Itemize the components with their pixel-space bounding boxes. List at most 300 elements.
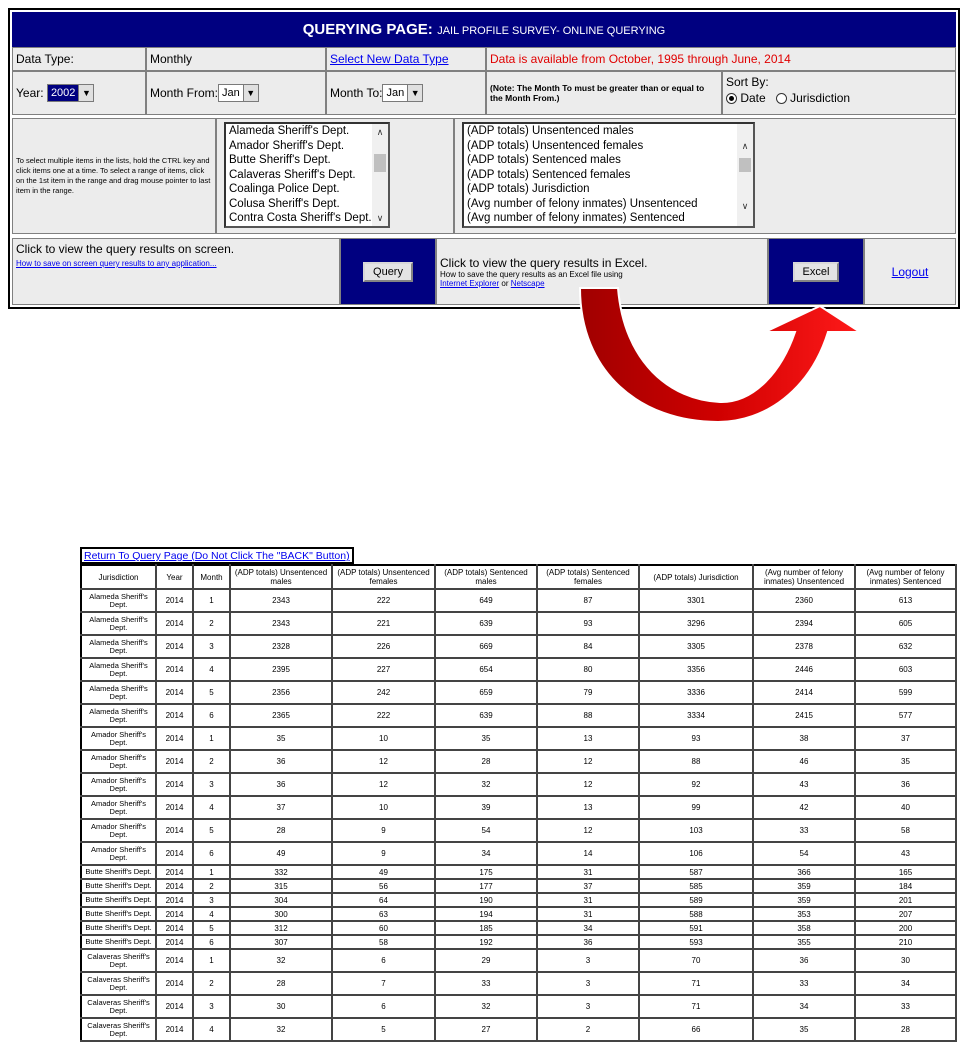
table-cell: 37 [230,796,332,819]
table-cell: 3305 [639,635,753,658]
table-row [81,635,956,658]
multi-select-instructions: To select multiple items in the lists, hold the CTRL key and click items one at a time. To select a range of items, click on the 1st item in the range and drag mouse pointer to last item in the range. [16,156,211,195]
query-form [8,8,960,309]
table-cell: 31 [537,865,639,879]
table-cell: Alameda Sheriff's Dept. [81,612,156,635]
table-cell: 226 [332,635,435,658]
logout-link[interactable]: Logout [891,264,929,279]
table-cell: 2378 [753,635,855,658]
data-type-value: Monthly [150,52,193,66]
month-from-cell [146,71,326,115]
table-cell: Alameda Sheriff's Dept. [81,658,156,681]
table-cell: 639 [435,704,537,727]
table-cell: 3 [193,773,230,796]
year-select[interactable] [47,84,94,102]
table-cell: 315 [230,879,332,893]
table-cell: 2014 [156,893,193,907]
table-cell: 192 [435,935,537,949]
table-cell: 10 [332,727,435,750]
list-item[interactable]: Colusa Sheriff's Dept. [229,197,340,210]
table-cell: 353 [753,907,855,921]
table-cell: 632 [855,635,956,658]
table-cell: 2014 [156,819,193,842]
table-cell: 300 [230,907,332,921]
table-cell: 194 [435,907,537,921]
chevron-up-icon[interactable]: ∧ [376,126,384,137]
table-cell: 2014 [156,612,193,635]
table-cell: Calaveras Sheriff's Dept. [81,995,156,1018]
data-type-label-cell [12,47,146,71]
table-cell: 37 [855,727,956,750]
return-link-box [80,547,354,564]
table-cell: 32 [435,773,537,796]
table-row [81,972,956,995]
list-item[interactable]: (ADP totals) Jurisdiction [467,183,590,195]
table-cell: 2014 [156,1018,193,1041]
table-cell: 93 [639,727,753,750]
table-cell: 2394 [753,612,855,635]
table-cell: 2415 [753,704,855,727]
column-header: (ADP totals) Unsentenced males [230,565,332,589]
table-cell: 2365 [230,704,332,727]
table-cell: 222 [332,704,435,727]
table-cell: 35 [435,727,537,750]
table-cell: 3 [193,893,230,907]
chevron-up-icon[interactable]: ∧ [741,140,749,151]
table-row [81,658,956,681]
table-cell: 28 [230,819,332,842]
table-row [81,796,956,819]
page-subtitle: JAIL PROFILE SURVEY- ONLINE QUERYING [437,25,666,37]
table-cell: 36 [230,773,332,796]
list-item[interactable]: Alameda Sheriff's Dept. [229,125,350,137]
table-cell: 577 [855,704,956,727]
table-row [81,842,956,865]
curved-arrow-annotation [560,282,880,432]
table-cell: 2 [193,879,230,893]
year-cell [12,71,146,115]
table-cell: 639 [435,612,537,635]
query-button-cell [340,238,436,305]
table-cell: 36 [230,750,332,773]
table-cell: 190 [435,893,537,907]
list-item[interactable]: Calaveras Sheriff's Dept. [229,168,356,181]
year-select-value: 2002 [48,85,78,101]
table-cell: 221 [332,612,435,635]
table-cell: 34 [855,972,956,995]
table-cell: 3 [193,995,230,1018]
table-cell: 9 [332,842,435,865]
list-item[interactable]: (ADP totals) Unsentenced males [467,125,634,137]
data-type-label: Data Type: [16,52,74,66]
netscape-link[interactable]: Netscape [510,279,545,288]
table-row [81,921,956,935]
table-cell: 4 [193,658,230,681]
list-item[interactable]: (Avg number of felony inmates) Sentenced [467,212,685,224]
table-cell: 359 [753,879,855,893]
jurisdiction-list-cell [216,118,454,234]
list-item[interactable]: (Avg number of felony inmates) Unsentenced [467,197,698,210]
table-cell: 54 [753,842,855,865]
table-cell: 34 [753,995,855,1018]
table-cell: 201 [855,893,956,907]
table-cell: 35 [753,1018,855,1041]
column-header: Jurisdiction [81,565,156,589]
table-cell: 12 [537,773,639,796]
table-cell: 99 [639,796,753,819]
table-cell: 12 [537,819,639,842]
table-cell: 2414 [753,681,855,704]
table-cell: 38 [753,727,855,750]
scrollbar-thumb[interactable] [374,154,386,172]
list-item[interactable]: Amador Sheriff's Dept. [229,139,345,152]
table-cell: 3356 [639,658,753,681]
month-from-label: Month From: [150,86,219,100]
select-data-type-cell [326,47,486,71]
list-item[interactable]: (ADP totals) Sentenced females [467,168,631,181]
table-cell: Alameda Sheriff's Dept. [81,704,156,727]
table-cell: 210 [855,935,956,949]
table-cell: 2014 [156,658,193,681]
table-cell: 60 [332,921,435,935]
table-cell: 227 [332,658,435,681]
table-cell: 6 [193,935,230,949]
list-item[interactable]: Contra Costa Sheriff's Dept. [229,212,372,224]
table-cell: 3296 [639,612,753,635]
data-type-value-cell [146,47,326,71]
table-cell: 36 [537,935,639,949]
table-cell: 165 [855,865,956,879]
table-cell: 34 [537,921,639,935]
table-cell: 33 [435,972,537,995]
table-header-row [81,565,956,589]
page-title-bar [12,12,956,48]
table-cell: 2014 [156,681,193,704]
table-cell: 175 [435,865,537,879]
jurisdiction-scrollbar[interactable] [372,124,388,226]
query-button[interactable]: Query [363,262,413,282]
sort-jurisdiction-label: Jurisdiction [790,91,851,105]
table-cell: 35 [230,727,332,750]
instructions-cell [12,118,216,234]
table-cell: 359 [753,893,855,907]
table-row [81,995,956,1018]
table-cell: 659 [435,681,537,704]
table-cell: 12 [537,750,639,773]
table-cell: 2360 [753,589,855,612]
year-label: Year: [16,86,44,100]
list-item[interactable]: (ADP totals) Sentenced males [467,154,621,166]
internet-explorer-link[interactable]: Internet Explorer [440,279,500,288]
table-cell: 2328 [230,635,332,658]
table-cell: 4 [193,907,230,921]
table-cell: 242 [332,681,435,704]
or-text: or [501,279,509,288]
table-cell: 2446 [753,658,855,681]
excel-button[interactable]: Excel [793,262,840,282]
table-cell: 1 [193,589,230,612]
table-cell: 2 [537,1018,639,1041]
table-cell: 2014 [156,796,193,819]
table-cell: 2014 [156,750,193,773]
table-cell: 585 [639,879,753,893]
table-cell: 34 [435,842,537,865]
table-cell: 103 [639,819,753,842]
table-cell: Butte Sheriff's Dept. [81,935,156,949]
table-cell: 39 [435,796,537,819]
table-cell: 43 [753,773,855,796]
table-cell: 5 [332,1018,435,1041]
list-item[interactable]: (ADP totals) Unsentenced females [467,139,644,152]
table-cell: 2014 [156,842,193,865]
table-cell: 30 [855,949,956,972]
table-cell: 6 [193,704,230,727]
return-to-query-link[interactable]: Return To Query Page (Do Not Click The "BACK" Button) [84,550,350,562]
table-cell: 84 [537,635,639,658]
table-cell: 184 [855,879,956,893]
table-cell: 13 [537,727,639,750]
table-cell: 2014 [156,589,193,612]
table-cell: 2014 [156,635,193,658]
availability-text: Data is available from October, 1995 through June, 2014 [490,52,791,66]
measure-listbox[interactable] [462,122,755,228]
table-cell: 37 [537,879,639,893]
list-item[interactable]: Coalinga Police Dept. [229,183,340,195]
table-cell: Amador Sheriff's Dept. [81,796,156,819]
table-row [81,681,956,704]
table-cell: Amador Sheriff's Dept. [81,750,156,773]
table-cell: 591 [639,921,753,935]
list-item[interactable]: Butte Sheriff's Dept. [229,154,331,166]
table-row [81,727,956,750]
table-cell: 2014 [156,704,193,727]
table-cell: 42 [753,796,855,819]
table-cell: Calaveras Sheriff's Dept. [81,1018,156,1041]
table-cell: 2014 [156,921,193,935]
table-cell: 2395 [230,658,332,681]
table-cell: 1 [193,727,230,750]
arrow-shape [580,288,860,422]
chevron-down-icon: ▼ [407,85,422,101]
table-cell: 27 [435,1018,537,1041]
table-cell: Butte Sheriff's Dept. [81,865,156,879]
table-cell: 32 [435,995,537,1018]
sort-by-label: Sort By: [726,75,769,89]
table-cell: Butte Sheriff's Dept. [81,893,156,907]
table-row [81,704,956,727]
table-cell: 2014 [156,879,193,893]
table-cell: 33 [753,819,855,842]
table-cell: 93 [537,612,639,635]
chevron-down-icon[interactable]: ∨ [376,212,384,223]
month-to-select-value: Jan [386,87,405,99]
table-row [81,750,956,773]
table-cell: 355 [753,935,855,949]
month-to-select[interactable] [382,84,423,102]
table-cell: 49 [230,842,332,865]
table-cell: 88 [537,704,639,727]
table-cell: Amador Sheriff's Dept. [81,819,156,842]
table-cell: 80 [537,658,639,681]
table-cell: 31 [537,907,639,921]
column-header: (Avg number of felony inmates) Sentenced [855,565,956,589]
month-to-cell [326,71,486,115]
table-cell: 2343 [230,612,332,635]
table-cell: 2014 [156,935,193,949]
table-cell: 3 [193,635,230,658]
table-row [81,773,956,796]
table-cell: 358 [753,921,855,935]
table-cell: Amador Sheriff's Dept. [81,727,156,750]
month-to-label: Month To: [330,86,383,100]
table-cell: 33 [753,972,855,995]
table-cell: 207 [855,907,956,921]
table-cell: 14 [537,842,639,865]
screen-query-text: Click to view the query results on screen. [16,242,235,256]
table-row [81,589,956,612]
table-cell: 589 [639,893,753,907]
save-screen-results-help-link[interactable]: How to save on screen query results to any application... [16,259,217,268]
table-cell: 13 [537,796,639,819]
table-cell: 2014 [156,865,193,879]
table-cell: 307 [230,935,332,949]
table-cell: 66 [639,1018,753,1041]
table-cell: 2014 [156,907,193,921]
column-header: (ADP totals) Jurisdiction [639,565,753,589]
scrollbar-thumb[interactable] [739,158,751,172]
table-cell: 2 [193,972,230,995]
excel-help-text: How to save the query results as an Excel file using [440,270,623,279]
table-cell: 613 [855,589,956,612]
measure-scrollbar[interactable] [737,124,753,226]
column-header: Year [156,565,193,589]
table-cell: 185 [435,921,537,935]
table-cell: 28 [230,972,332,995]
measure-list-cell [454,118,956,234]
month-from-select[interactable] [218,84,259,102]
column-header: (ADP totals) Unsentenced females [332,565,435,589]
table-cell: 71 [639,972,753,995]
table-cell: 87 [537,589,639,612]
table-cell: 29 [435,949,537,972]
column-header: (ADP totals) Sentenced females [537,565,639,589]
table-cell: 5 [193,681,230,704]
table-cell: 28 [855,1018,956,1041]
table-cell: 106 [639,842,753,865]
table-cell: 3 [537,995,639,1018]
table-cell: 46 [753,750,855,773]
sort-jurisdiction-radio[interactable] [776,93,787,104]
chevron-down-icon[interactable]: ∨ [741,200,749,211]
table-row [81,907,956,921]
table-cell: Alameda Sheriff's Dept. [81,681,156,704]
table-cell: 3301 [639,589,753,612]
table-cell: 6 [332,949,435,972]
table-cell: Calaveras Sheriff's Dept. [81,949,156,972]
table-cell: 56 [332,879,435,893]
table-cell: 1 [193,865,230,879]
table-cell: 32 [230,949,332,972]
table-row [81,935,956,949]
table-cell: 654 [435,658,537,681]
chevron-down-icon: ▼ [243,85,258,101]
table-cell: 2343 [230,589,332,612]
table-cell: 3 [537,949,639,972]
screen-query-cell [12,238,340,305]
table-cell: 3 [537,972,639,995]
table-cell: 2014 [156,773,193,796]
chevron-down-icon: ▼ [78,85,93,101]
table-cell: 603 [855,658,956,681]
table-cell: Calaveras Sheriff's Dept. [81,972,156,995]
table-cell: 605 [855,612,956,635]
table-cell: 222 [332,589,435,612]
table-cell: Butte Sheriff's Dept. [81,879,156,893]
table-cell: 36 [855,773,956,796]
table-cell: 58 [332,935,435,949]
table-cell: 70 [639,949,753,972]
table-cell: 28 [435,750,537,773]
table-cell: 3336 [639,681,753,704]
table-cell: 587 [639,865,753,879]
page-title: QUERYING PAGE: [302,21,433,38]
table-cell: 2014 [156,727,193,750]
table-cell: 43 [855,842,956,865]
table-cell: 6 [193,842,230,865]
table-cell: 366 [753,865,855,879]
table-cell: 2 [193,750,230,773]
sort-date-label: Date [740,91,766,105]
table-cell: 593 [639,935,753,949]
column-header: Month [193,565,230,589]
table-cell: 2014 [156,949,193,972]
jurisdiction-listbox[interactable] [224,122,390,228]
table-row [81,819,956,842]
table-cell: 33 [855,995,956,1018]
table-cell: 304 [230,893,332,907]
table-cell: 12 [332,750,435,773]
table-cell: 588 [639,907,753,921]
table-cell: 35 [855,750,956,773]
table-cell: 312 [230,921,332,935]
column-header: (Avg number of felony inmates) Unsentenced [753,565,855,589]
table-cell: 63 [332,907,435,921]
table-cell: 4 [193,796,230,819]
results-table [80,564,957,1042]
month-note-cell [486,71,722,115]
table-row [81,893,956,907]
table-cell: 2014 [156,995,193,1018]
table-cell: 649 [435,589,537,612]
sort-date-radio[interactable] [726,93,737,104]
table-cell: 2 [193,612,230,635]
table-cell: 332 [230,865,332,879]
excel-query-text: Click to view the query results in Excel. [440,256,648,270]
table-cell: 9 [332,819,435,842]
availability-cell [486,47,956,71]
table-body [81,589,956,1041]
table-cell: 5 [193,921,230,935]
table-cell: Butte Sheriff's Dept. [81,907,156,921]
column-header: (ADP totals) Sentenced males [435,565,537,589]
select-new-data-type-link[interactable]: Select New Data Type [330,52,449,66]
table-cell: 40 [855,796,956,819]
table-cell: 71 [639,995,753,1018]
table-cell: 54 [435,819,537,842]
table-cell: 30 [230,995,332,1018]
table-cell: Amador Sheriff's Dept. [81,773,156,796]
table-cell: 58 [855,819,956,842]
